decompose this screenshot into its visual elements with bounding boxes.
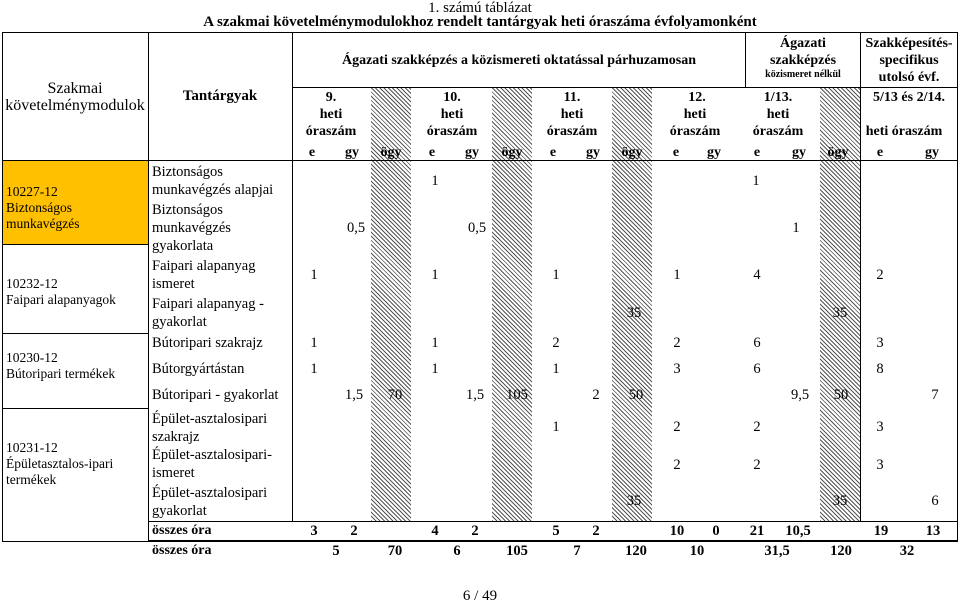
sub-header: e (428, 145, 436, 160)
cell-value: 50 (833, 387, 849, 403)
total-value: 5 (332, 543, 340, 559)
subject-name: gyakorlat (152, 503, 207, 519)
total-value: 32 (899, 543, 915, 559)
group-no-general-l2: szakképzés (769, 53, 837, 68)
weekly-label: óraszám (546, 124, 598, 139)
group-last-l3: utolsó évf. (878, 70, 940, 85)
subject-name: Faipari alapanyag (152, 258, 256, 274)
subject-name: ismeret (152, 465, 195, 481)
cell-value: 3 (876, 457, 884, 473)
group-last-l2: specifikus (879, 53, 939, 68)
modules-header: Szakmai követelménymodulok (5, 80, 145, 114)
total-value: 3 (310, 523, 318, 539)
cell-value: 9,5 (790, 387, 810, 403)
sub-header: ögy (501, 145, 523, 160)
sub-header: ögy (380, 145, 402, 160)
cell-value: 0,5 (467, 220, 487, 236)
cell-value: 7 (931, 387, 939, 403)
cell-value: 1 (310, 335, 318, 351)
cell-value: 1 (752, 173, 760, 189)
weekly-label: heti (560, 107, 584, 122)
total-value: 105 (506, 543, 528, 559)
sub-header: e (549, 145, 557, 160)
cell-value: 1 (310, 267, 318, 283)
subject-name: gyakorlata (152, 238, 214, 254)
cell-value: 6 (753, 361, 761, 377)
cell-value: 1 (792, 220, 800, 236)
total-value: 70 (387, 543, 403, 559)
subjects-header: Tantárgyak (182, 88, 258, 104)
sub-header: gy (707, 145, 721, 160)
cell-value: 2 (552, 335, 560, 351)
cell-value: 6 (931, 493, 939, 509)
total-value: 2 (471, 523, 479, 539)
cell-value: 1,5 (465, 387, 485, 403)
group-parallel-header: Ágazati szakképzés a közismereti oktatással párhuzamosan (341, 53, 696, 68)
total-value: 7 (573, 543, 581, 559)
year-10: 10. (443, 90, 461, 105)
cell-value: 0,5 (346, 220, 366, 236)
year-1-13: 1/13. (763, 90, 793, 105)
subject-name: Épület-asztalosipari (152, 485, 268, 501)
year-11: 11. (563, 90, 581, 105)
group-no-general-l1: Ágazati (780, 36, 826, 51)
subject-name: gyakorlat (152, 314, 207, 330)
subject-name: Bútorgyártástan (152, 361, 245, 377)
subject-name: Épület-asztalosipari- (152, 447, 272, 463)
cell-value: 2 (876, 267, 884, 283)
subject-name: munkavégzés alapjai (152, 182, 274, 198)
cell-value: 35 (626, 305, 642, 321)
cell-value: 1 (552, 419, 560, 435)
cell-value: 3 (876, 335, 884, 351)
module-name: Épületasztalos-ipari (6, 456, 114, 471)
total-value: 5 (552, 523, 560, 539)
cell-value: 2 (673, 335, 681, 351)
subject-name: ismeret (152, 276, 195, 292)
subject-name: Biztonságos (152, 202, 223, 218)
cell-value: 6 (753, 335, 761, 351)
total-value: 120 (625, 543, 647, 559)
year-12: 12. (688, 90, 706, 105)
total-value: 6 (453, 543, 461, 559)
cell-value: 1 (552, 361, 560, 377)
module-name: Bútoripari termékek (6, 366, 116, 381)
module-name: Biztonságos (6, 200, 72, 215)
weekly-label: óraszám (752, 124, 804, 139)
total-value: 10,5 (785, 523, 811, 539)
cell-value: 1 (431, 173, 439, 189)
table-number: 1. számú táblázat (428, 0, 532, 16)
group-no-general-l3: közismeret nélkül (765, 69, 841, 80)
total-value: 2 (592, 523, 600, 539)
module-code: 10227-12 (6, 184, 58, 199)
cell-value: 2 (673, 457, 681, 473)
cell-value: 35 (626, 493, 642, 509)
totals-label: összes óra (152, 543, 212, 558)
total-value: 10 (689, 543, 705, 559)
cell-value: 105 (506, 387, 528, 403)
cell-value: 2 (673, 419, 681, 435)
totals-label: összes óra (152, 523, 212, 538)
subject-name: munkavégzés (152, 220, 231, 236)
cell-value: 1,5 (344, 387, 364, 403)
cell-value: 4 (753, 267, 761, 283)
module-name: munkavégzés (6, 216, 80, 231)
sub-header: ögy (621, 145, 643, 160)
subject-name: szakrajz (152, 429, 200, 445)
total-value: 10 (669, 523, 685, 539)
cell-value: 2 (753, 457, 761, 473)
module-code: 10230-12 (6, 350, 58, 365)
cell-value: 35 (832, 493, 848, 509)
weekly-label: heti (766, 107, 790, 122)
sub-header: gy (586, 145, 600, 160)
sub-header: gy (925, 145, 939, 160)
cell-value: 70 (387, 387, 403, 403)
total-value: 31,5 (764, 543, 790, 559)
sub-header: e (753, 145, 761, 160)
sub-header: gy (792, 145, 806, 160)
module-code: 10232-12 (6, 276, 58, 291)
total-value: 4 (431, 523, 439, 539)
cell-value: 50 (628, 387, 644, 403)
year-5-13-2-14: 5/13 és 2/14. (873, 90, 945, 105)
cell-value: 1 (431, 267, 439, 283)
weekly-label: heti (319, 107, 343, 122)
cell-value: 2 (592, 387, 600, 403)
weekly-label: heti (683, 107, 707, 122)
weekly-label: óraszám (426, 124, 478, 139)
module-code: 10231-12 (6, 440, 58, 455)
cell-value: 2 (753, 419, 761, 435)
cell-value: 35 (832, 305, 848, 321)
module-name: Faipari alapanyagok (6, 292, 116, 307)
subject-name: Faipari alapanyag - (152, 296, 264, 312)
total-value: 13 (925, 523, 941, 539)
subject-name: Bútoripari szakrajz (152, 335, 263, 351)
year-9: 9. (325, 90, 337, 105)
cell-value: 1 (431, 361, 439, 377)
sub-header: e (672, 145, 680, 160)
total-value: 21 (749, 523, 765, 539)
subject-name: Bútoripari - gyakorlat (152, 387, 279, 403)
cell-value: 3 (673, 361, 681, 377)
cell-value: 8 (876, 361, 884, 377)
weekly-label: óraszám (305, 124, 357, 139)
sub-header: gy (345, 145, 359, 160)
weekly-label: heti (440, 107, 464, 122)
cell-value: 1 (552, 267, 560, 283)
total-value: 19 (873, 523, 889, 539)
total-value: 0 (712, 523, 720, 539)
cell-value: 1 (310, 361, 318, 377)
module-name: termékek (6, 472, 57, 487)
cell-value: 3 (876, 419, 884, 435)
page-number: 6 / 49 (462, 588, 498, 604)
table-title: A szakmai követelménymodulokhoz rendelt tantárgyak heti óraszáma évfolyamonként (203, 14, 757, 30)
cell-value: 1 (673, 267, 681, 283)
cell-value: 1 (431, 335, 439, 351)
subject-name: Biztonságos (152, 164, 223, 180)
group-last-l1: Szakképesítés- (865, 36, 953, 51)
sub-header: e (308, 145, 316, 160)
weekly-label: óraszám (669, 124, 721, 139)
weekly-label: heti óraszám (865, 124, 943, 139)
total-value: 120 (830, 543, 852, 559)
sub-header: ögy (827, 145, 849, 160)
total-value: 2 (350, 523, 358, 539)
subject-name: Épület-asztalosipari (152, 411, 268, 427)
sub-header: e (876, 145, 884, 160)
sub-header: gy (465, 145, 479, 160)
